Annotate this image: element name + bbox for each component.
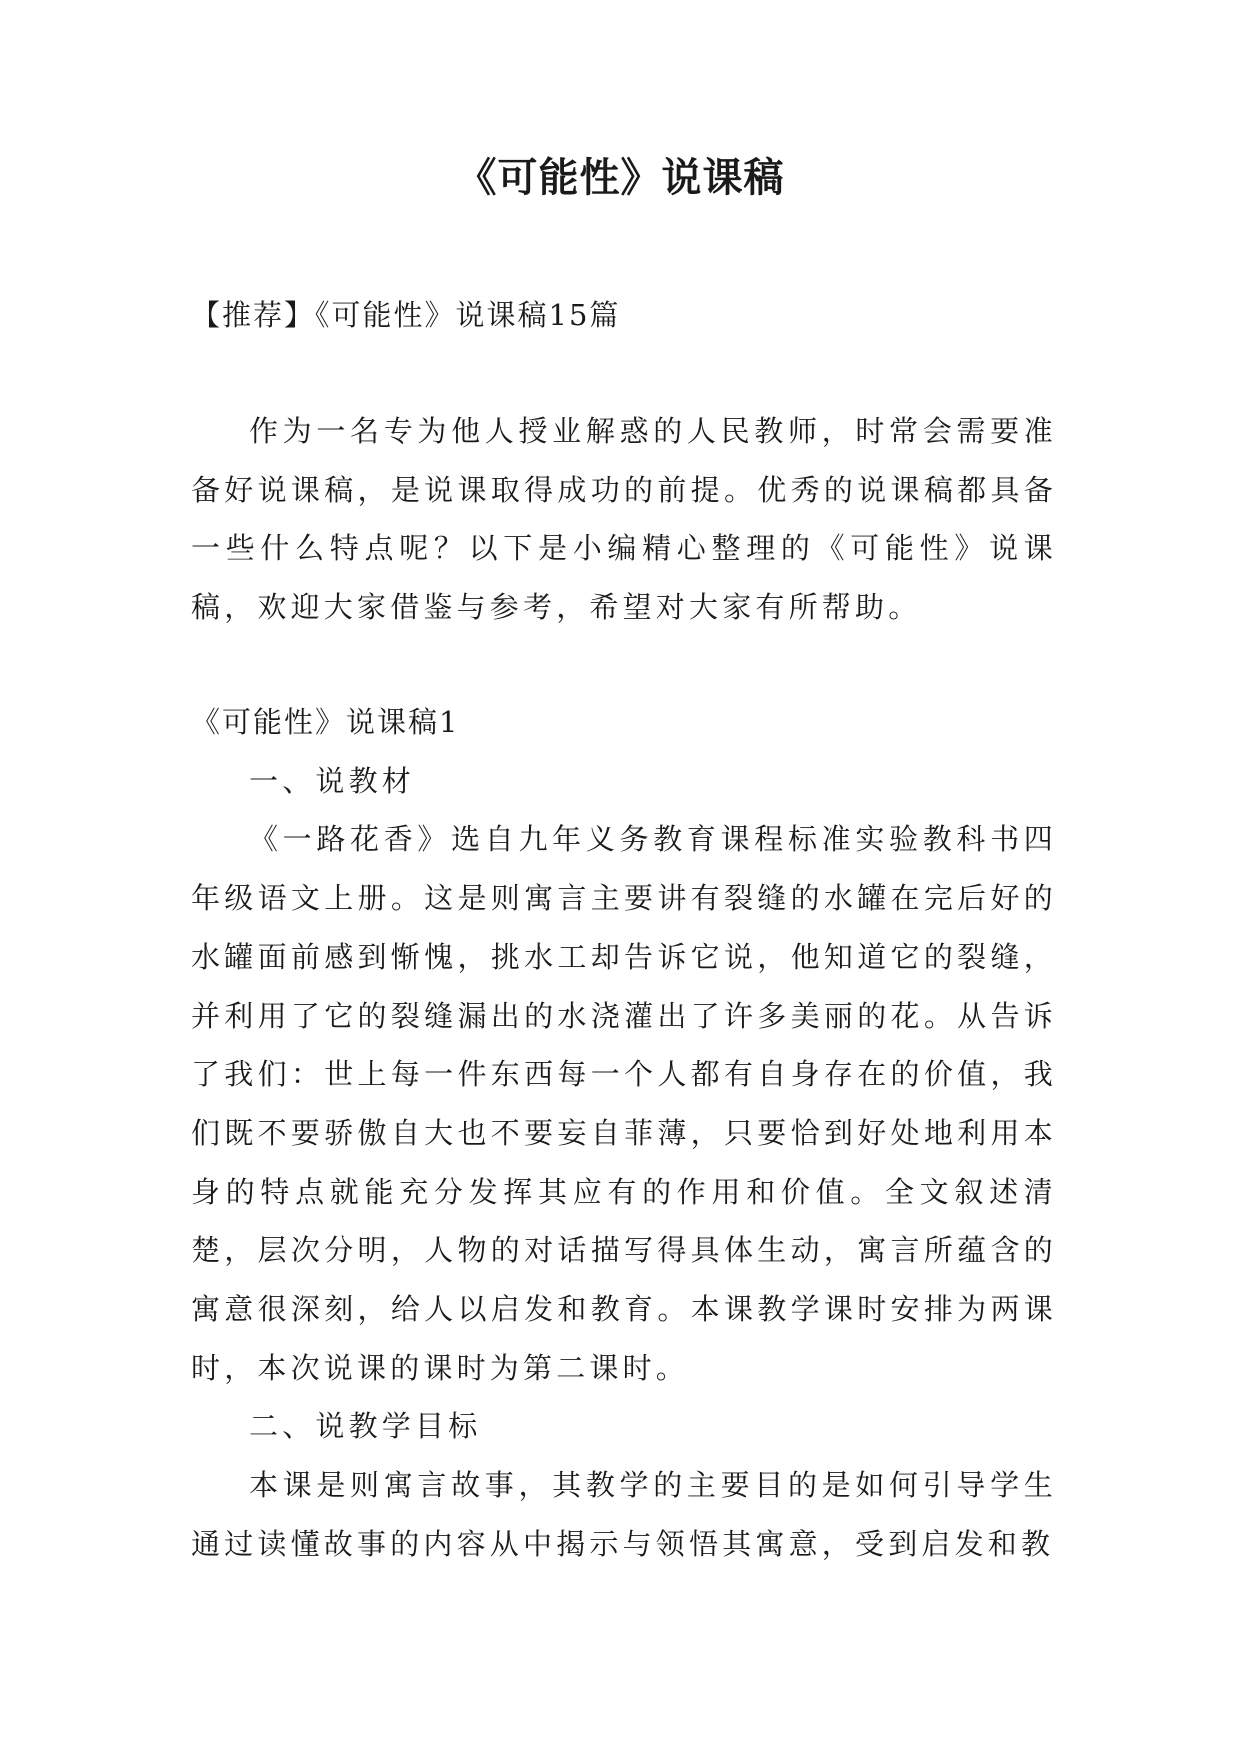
section-title: 《可能性》说课稿1 <box>191 705 460 739</box>
objectives-paragraph: 本课是则寓言故事，其教学的主要目的是如何引导学生通过读懂故事的内容从中揭示与领悟其寓意，受到启发和教 <box>191 1468 1057 1561</box>
section-heading-objectives: 二、说教学目标 <box>249 1409 482 1444</box>
section-heading-textbook: 一、说教材 <box>249 763 416 798</box>
textbook-paragraph: 《一路花香》选自九年义务教育课程标准实验教科书四年级语文上册。这是则寓言主要讲有裂缝的水罐在完后好的水罐面前感到惭愧，挑水工却告诉它说，他知道它的裂缝，并利用了它的裂缝漏出的水浇灌出了许多美丽的花。从告诉了我们：世上每一件东西每一个人都有自身存在的价值，我们既不要骄傲自大也不要妄自菲薄，只要恰到好处地利用本身的特点就能充分发挥其应有的作用和价值。全文叙述清楚，层次分明，人物的对话描写得具体生动，寓言所蕴含的寓意很深刻，给人以启发和教育。本课教学课时安排为两课时，本次说课的课时为第二课时。 <box>191 822 1057 1385</box>
body-block <box>191 693 1057 1574</box>
intro-paragraph: 作为一名专为他人授业解惑的人民教师，时常会需要准备好说课稿，是说课取得成功的前提。优秀的说课稿都具备一些什么特点呢？以下是小编精心整理的《可能性》说课稿，欢迎大家借鉴与参考，希望对大家有所帮助。 <box>191 414 1057 625</box>
document-title: 《可能性》说课稿 <box>456 154 785 201</box>
intro-block <box>191 402 1057 637</box>
document-subtitle: 【推荐】《可能性》说课稿15篇 <box>191 298 621 332</box>
